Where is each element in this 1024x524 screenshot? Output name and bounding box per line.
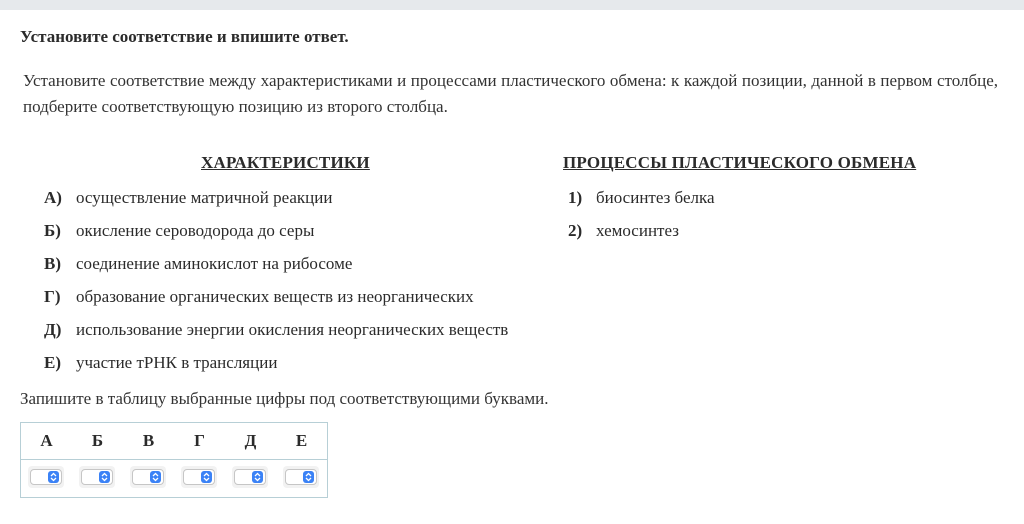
answer-select-b[interactable] <box>79 466 115 488</box>
answer-select-g[interactable] <box>181 466 217 488</box>
task-title: Установите соответствие и впишите ответ. <box>20 27 349 46</box>
answer-header-v: В <box>142 431 155 450</box>
updown-arrows-icon <box>150 471 161 483</box>
answer-cell-e <box>276 464 327 491</box>
answer-cell-g <box>174 464 225 491</box>
answer-header-e: Е <box>295 431 308 450</box>
updown-arrows-icon <box>201 471 212 483</box>
characteristic-item-g: Г) образование органических веществ из неорганических <box>44 287 474 306</box>
characteristic-item-v: В) соединение аминокислот на рибосоме <box>44 254 353 273</box>
answer-cell-d <box>225 464 276 491</box>
process-item-2: 2) хемосинтез <box>568 221 679 240</box>
answer-header-a: А <box>40 431 53 450</box>
characteristic-item-b: Б) окисление сероводорода до серы <box>44 221 315 240</box>
answer-header-d: Д <box>244 431 257 450</box>
characteristics-heading: ХАРАКТЕРИСТИКИ <box>201 153 370 172</box>
updown-arrows-icon <box>48 471 59 483</box>
task-instruction: Установите соответствие между характеристиками и процессами пластического обмена: к каждой позиции, данной в первом столбце, подберите соответствующую позицию из второго столбца. <box>23 71 998 116</box>
answer-select-a[interactable] <box>28 466 64 488</box>
processes-heading: ПРОЦЕССЫ ПЛАСТИЧЕСКОГО ОБМЕНА <box>563 153 917 172</box>
answer-table-header-row <box>21 423 327 460</box>
answer-table <box>20 422 328 498</box>
updown-arrows-icon <box>99 471 110 483</box>
process-item-1: 1) биосинтез белка <box>568 188 715 207</box>
answer-select-e[interactable] <box>283 466 319 488</box>
answer-instruction: Запишите в таблицу выбранные цифры под соответствующими буквами. <box>20 389 549 408</box>
answer-header-b: Б <box>91 431 104 450</box>
answer-cell-v <box>123 464 174 491</box>
answer-cell-a <box>21 464 72 491</box>
answer-header-g: Г <box>194 431 205 450</box>
answer-cell-b <box>72 464 123 491</box>
answer-select-d[interactable] <box>232 466 268 488</box>
characteristic-item-e: Е) участие тРНК в трансляции <box>44 353 278 372</box>
answer-select-v[interactable] <box>130 466 166 488</box>
top-bar <box>0 0 1024 10</box>
characteristic-item-d: Д) использование энергии окисления неорганических веществ <box>44 320 509 339</box>
updown-arrows-icon <box>252 471 263 483</box>
updown-arrows-icon <box>303 471 314 483</box>
characteristic-item-a: А) осуществление матричной реакции <box>44 188 333 207</box>
